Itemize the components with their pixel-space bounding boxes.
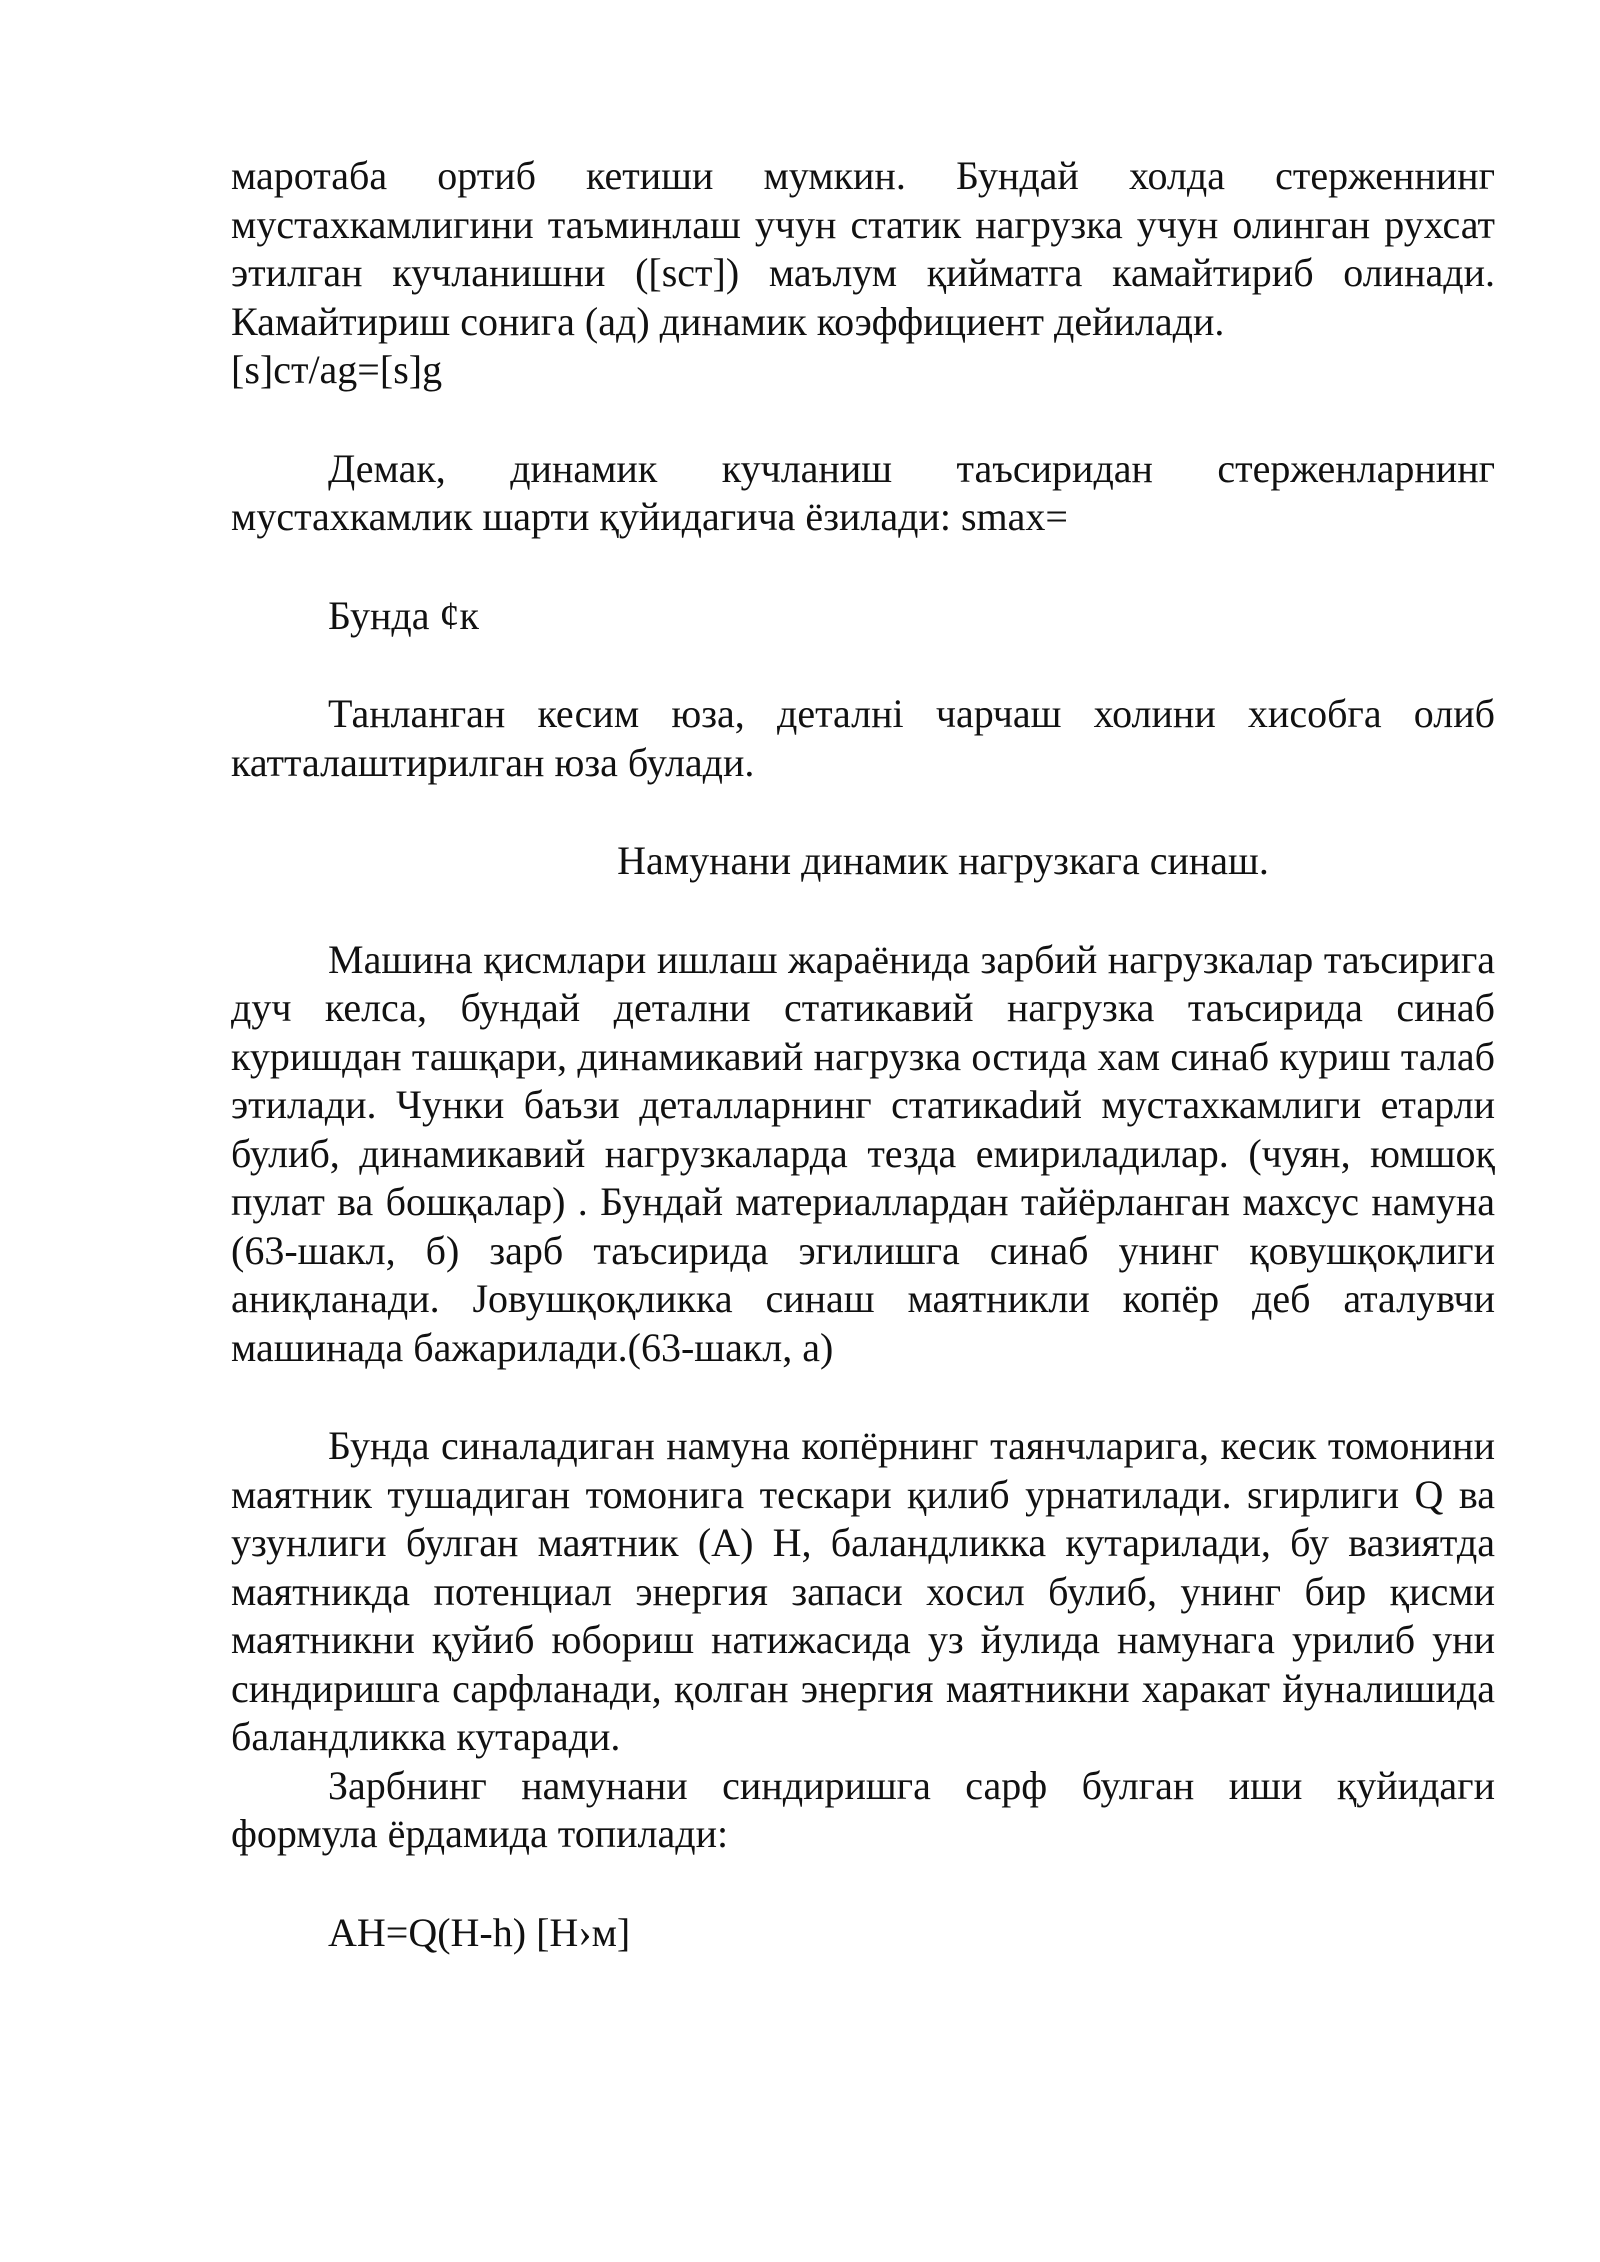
spacer [231, 1372, 1495, 1422]
paragraph-5: Машина қисмлари ишлаш жараёнида зарбий нагрузкалар таъсирига дуч келса, бундай детални статикавий нагрузка таъсирида синаб куришдан ташқари, динамикавий нагрузка остида хам синаб куриш талаб этилади. Чунки баъзи деталларнинг статикаdий мустахкамлиги етарли булиб, динамикавий нагрузкаларда тезда емириладилар. (чуян, юмшоқ пулат ва бошқалар) . Бундай материаллардан тайёрланган махсус намуна (63-шакл, б) зарб таъсирида эгилишга синаб унинг қовушқоқлиги аниқланади. Јовушқоқликка синаш маятникли копёр деб аталувчи машинада бажарилади.(63-шакл, а) [231, 936, 1495, 1370]
paragraph-1-formula: [s]ст/ag=[s]g [231, 347, 443, 392]
spacer [231, 542, 1495, 592]
paragraph-7: Зарбнинг намунани синдиришга сарф булган иши қуйидаги формула ёрдамида топилади: [231, 1762, 1495, 1856]
work-formula: АН=Q(H-h) [Н›м] [328, 1909, 631, 1955]
paragraph-4: Танланган кесим юза, деталнi чарчаш холини хисобга олиб катталаштирилган юза булади. [231, 691, 1495, 785]
paragraph-2: Демак, динамик кучланиш таъсиридан стерженларнинг мустахкамлик шарти қуйидагича ёзилади: smax= [231, 445, 1495, 539]
section-heading: Намунани динамик нагрузкага синаш. [617, 838, 1269, 883]
paragraph-6: Бунда синаладиган намуна копёрнинг таянчларига, кесик томонини маятник тушадиган томонига тескари қилиб урнатилади. sгирлиги Q ва узунлиги булган маятник (А) Н, баландликка кутарилади, бу вазиятда маятникда потенциал энергия запаси хосил булиб, унинг бир қисми маятникни қуйиб юбориш натижасида уз йулида намунага урилиб уни синдиришга сарфланади, қолган энергия маятникни харакат йуналишида баландликка кутаради. [231, 1423, 1495, 1759]
spacer [231, 640, 1495, 690]
spacer [231, 395, 1495, 445]
paragraph-1: маротаба ортиб кетиши мумкин. Бундай холда стерженнинг мустахкамлигини таъминлаш учун статик нагрузка учун олинган рухсат этилган кучланишни ([sст]) маълум қийматга камайтириб олинади. Камайтириш сонига (ад) динамик коэффициент дейилади. [231, 153, 1495, 344]
spacer [231, 787, 1495, 837]
spacer [231, 1859, 1495, 1909]
paragraph-3: Бунда ¢к [328, 592, 479, 638]
spacer [231, 886, 1495, 936]
document-page [231, 152, 1495, 1957]
